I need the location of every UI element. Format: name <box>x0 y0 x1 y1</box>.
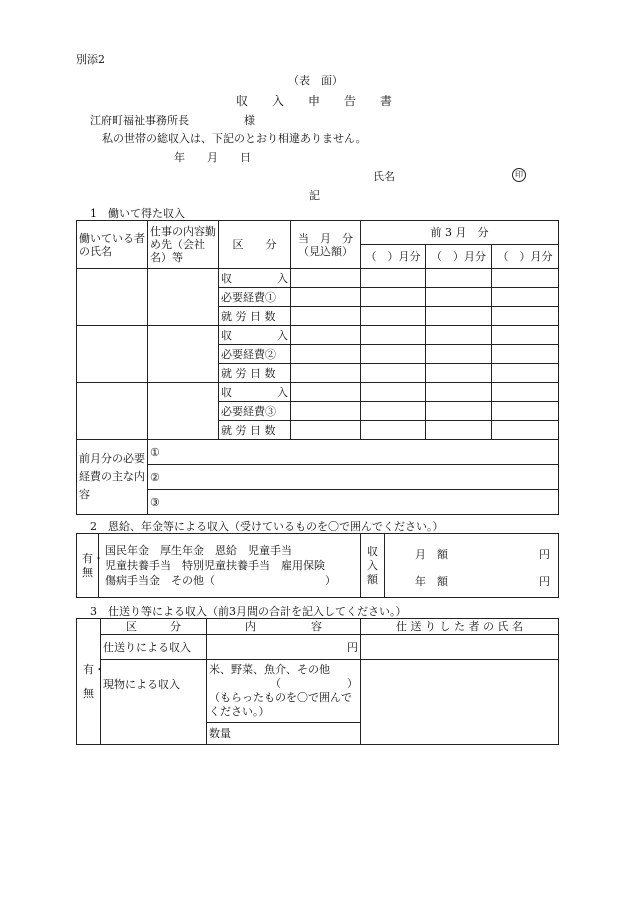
table-cell[interactable] <box>492 364 559 383</box>
statement: 私の世帯の総収入は、下記のとおり相違ありません。 <box>102 132 367 145</box>
table-cell[interactable] <box>361 307 426 326</box>
ki-label: 記 <box>309 189 320 202</box>
row-goods: 現物による収入 <box>101 660 207 745</box>
row-expense1: 必要経費① <box>219 288 291 307</box>
table-cell[interactable] <box>361 421 426 440</box>
table-cell[interactable] <box>361 364 426 383</box>
amount-cell[interactable] <box>385 534 559 598</box>
section2-yes-no[interactable]: 有・無 <box>77 534 99 598</box>
table-cell[interactable] <box>492 288 559 307</box>
row-expense2: 必要経費② <box>219 345 291 364</box>
table-cell[interactable] <box>492 307 559 326</box>
expense-line-2[interactable]: ② <box>148 465 559 490</box>
month3-header[interactable]: （ ）月分 <box>492 245 559 269</box>
monthly-label: 月 額 <box>415 547 448 561</box>
seal-mark <box>512 167 526 182</box>
table-cell[interactable] <box>361 402 426 421</box>
row-income: 収 入 <box>219 383 291 402</box>
table-cell[interactable] <box>291 421 361 440</box>
name-label: 氏名 <box>373 170 395 183</box>
table-cell[interactable] <box>426 421 492 440</box>
table-cell[interactable] <box>492 326 559 345</box>
pension-income-table <box>76 533 559 598</box>
worker3-name-cell[interactable] <box>77 383 148 440</box>
table-cell[interactable] <box>291 345 361 364</box>
worker3-employer-cell[interactable] <box>148 383 219 440</box>
honorific: 様 <box>244 114 255 127</box>
table-cell[interactable] <box>492 269 559 288</box>
month1-header[interactable]: （ ）月分 <box>361 245 426 269</box>
table-cell[interactable] <box>492 345 559 364</box>
remittance-amount[interactable]: 円 <box>207 635 361 660</box>
addressee: 江府町福祉事務所長 <box>90 114 189 127</box>
table-cell[interactable] <box>361 288 426 307</box>
yen-unit: 円 <box>539 574 550 588</box>
table-cell[interactable] <box>361 269 426 288</box>
table-cell[interactable] <box>361 326 426 345</box>
work-income-table <box>76 220 559 515</box>
yen-unit: 円 <box>539 547 550 561</box>
row-work-days: 就 労 日 数 <box>219 421 291 440</box>
row-income: 収 入 <box>219 326 291 345</box>
table-cell[interactable] <box>291 288 361 307</box>
table-cell[interactable] <box>361 383 426 402</box>
section1-title: 1 働いて得た収入 <box>90 207 185 220</box>
table-cell[interactable] <box>492 383 559 402</box>
row-work-days: 就 労 日 数 <box>219 364 291 383</box>
expense-line-3[interactable]: ③ <box>148 490 559 515</box>
sender-cell[interactable] <box>361 635 559 660</box>
worker1-name-cell[interactable] <box>77 269 148 326</box>
table-cell[interactable] <box>426 269 492 288</box>
attachment-label: 別添2 <box>76 53 105 66</box>
document-title: 収 入 申 告 書 <box>236 94 393 108</box>
table-cell[interactable] <box>426 345 492 364</box>
worker2-employer-cell[interactable] <box>148 326 219 383</box>
remittance-income-table <box>76 618 559 745</box>
table-cell[interactable] <box>291 402 361 421</box>
table-cell[interactable] <box>291 364 361 383</box>
col-category: 区 分 <box>101 619 207 635</box>
section3-title: 3 仕送り等による収入（前3月間の合計を記入してください。） <box>90 605 407 618</box>
side-label: （表 面） <box>288 74 343 87</box>
table-cell[interactable] <box>291 326 361 345</box>
table-cell[interactable] <box>291 307 361 326</box>
table-cell[interactable] <box>492 402 559 421</box>
table-cell[interactable] <box>426 307 492 326</box>
row-work-days: 就 労 日 数 <box>219 307 291 326</box>
worker2-name-cell[interactable] <box>77 326 148 383</box>
table-cell[interactable] <box>426 288 492 307</box>
col-content: 内 容 <box>207 619 361 635</box>
pension-types[interactable]: 国民年金 厚生年金 恩給 児童手当 児童扶養手当 特別児童扶養手当 雇用保険 傷病手当金 その他（ ） <box>99 534 361 598</box>
row-remittance: 仕送りによる収入 <box>101 635 207 660</box>
col-current-month: 当 月 分 （見込額） <box>291 221 361 269</box>
row-income: 収 入 <box>219 269 291 288</box>
table-cell[interactable] <box>361 345 426 364</box>
table-cell[interactable] <box>426 326 492 345</box>
col-sender: 仕 送 り し た 者 の 氏 名 <box>361 619 559 635</box>
month2-header[interactable]: （ ）月分 <box>426 245 492 269</box>
income-amount-label: 収入額 <box>361 534 385 598</box>
date-field[interactable]: 年 月 日 <box>174 151 251 164</box>
yearly-label: 年 額 <box>415 574 448 588</box>
sender-cell[interactable] <box>361 660 559 745</box>
col-prev-3months: 前 3 月 分 <box>361 221 559 245</box>
goods-content[interactable]: 米、野菜、魚介、その他 （ ） （もらったものを〇で囲んでください。） <box>207 660 361 723</box>
col-worker-name: 働いている者の氏名 <box>77 221 148 269</box>
section3-yes-no[interactable]: 有・無 <box>77 619 101 745</box>
table-cell[interactable] <box>426 402 492 421</box>
row-expense3: 必要経費③ <box>219 402 291 421</box>
table-cell[interactable] <box>291 383 361 402</box>
table-cell[interactable] <box>492 421 559 440</box>
expense-contents-label: 前月分の必要経費の主な内容 <box>77 440 148 515</box>
table-cell[interactable] <box>426 364 492 383</box>
table-cell[interactable] <box>426 383 492 402</box>
worker1-employer-cell[interactable] <box>148 269 219 326</box>
section2-title: 2 恩給、年金等による収入（受けているものを〇で囲んでください。） <box>90 520 444 533</box>
table-cell[interactable] <box>291 269 361 288</box>
seal-icon: 印 <box>512 168 526 182</box>
col-category: 区 分 <box>219 221 291 269</box>
expense-line-1[interactable]: ① <box>148 440 559 465</box>
col-employer: 仕事の内容勤め先（会社名）等 <box>148 221 219 269</box>
quantity-field[interactable]: 数量 <box>207 723 361 745</box>
